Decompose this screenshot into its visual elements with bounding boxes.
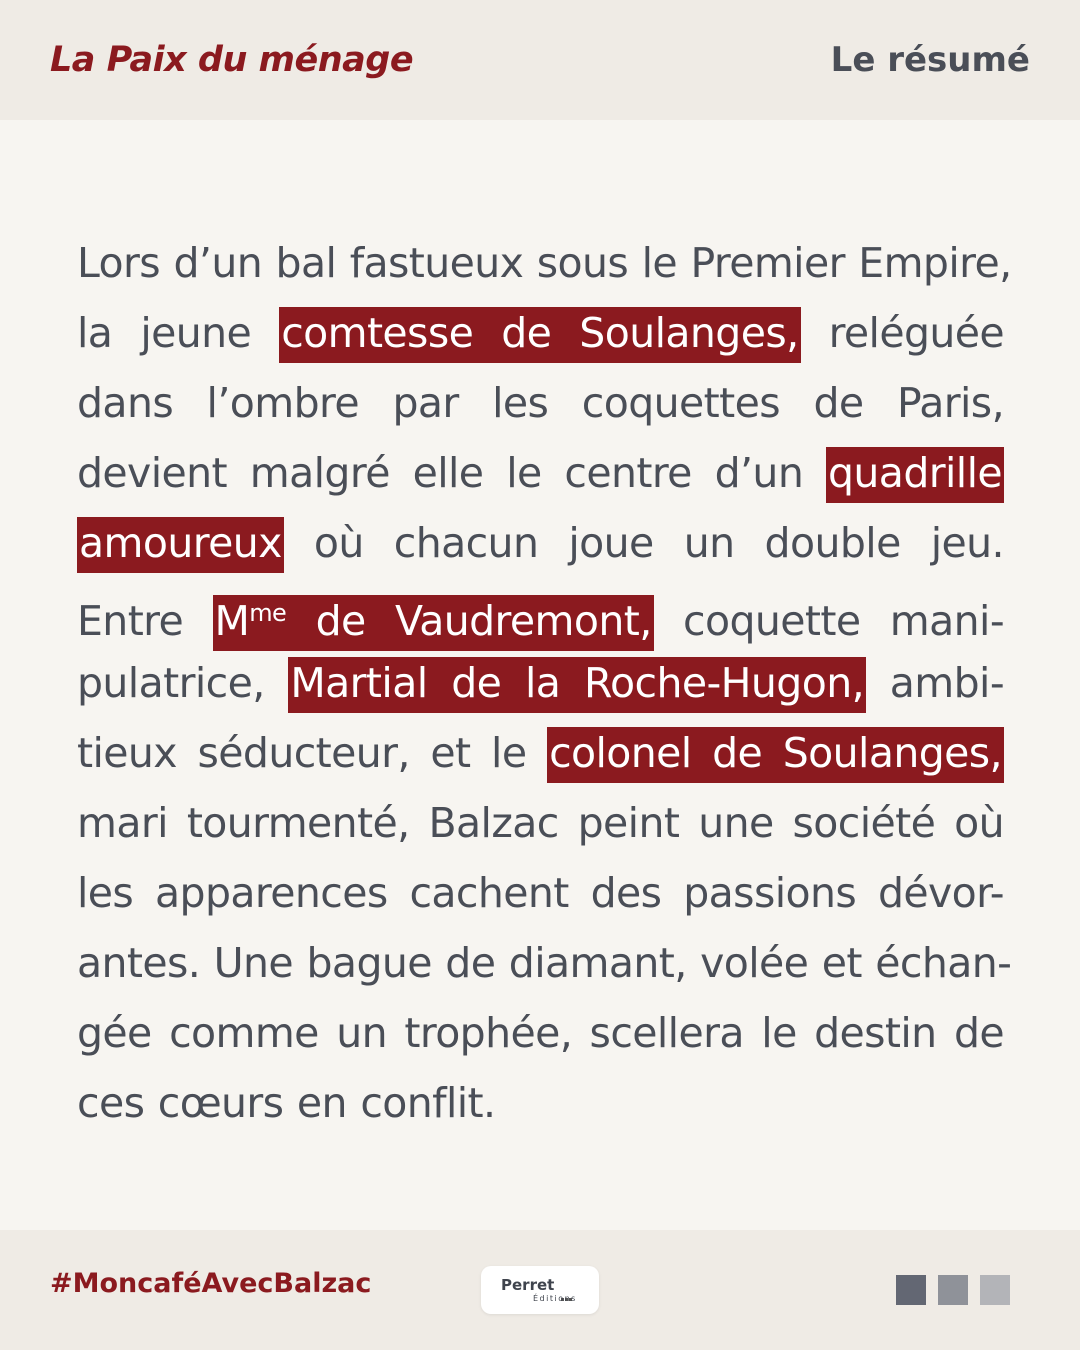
highlight-text: de Vaudremont, [315,597,652,645]
summary-line [77,508,1004,578]
summary-text-segment: gée comme un trophée, scellera le destin de [77,1009,1004,1057]
summary-line [77,368,1004,438]
highlight-text: M [214,597,250,645]
summary-text-segment: devient malgré elle le centre d’un [77,449,804,497]
summary-text-segment: mari tourmenté, Balzac peint une société où [77,799,1004,847]
summary-line [77,998,1004,1068]
publisher-logo [481,1266,599,1314]
page-dot-icon [896,1275,926,1305]
summary-text-segment: Lors d’un bal fastueux sous le Premier Empire, [77,239,1012,287]
summary-line [77,648,1004,718]
page-indicator [896,1275,1022,1305]
highlight-theme: amoureux [77,517,284,573]
summary-text-segment: la jeune [77,309,252,357]
summary-line [77,1068,1004,1138]
summary-line [77,578,1004,648]
summary-text-segment: ces cœurs en conflit. [77,1079,496,1127]
highlight-character: Martial de la Roche-Hugon, [288,657,866,713]
summary-text-segment: dans l’ombre par les coquettes de Paris, [77,379,1004,427]
summary-text-segment: les apparences cachent des passions dévor- [77,869,1004,917]
summary-text-segment: tieux séducteur, et le [77,729,527,777]
book-title: La Paix du ménage [50,40,414,80]
summary-text-segment: où chacun joue un double jeu. [313,519,1004,567]
section-label: Le résumé [830,40,1030,80]
summary-line [77,858,1004,928]
logo-name: Perret [501,1276,555,1294]
highlight-superscript: me [249,599,287,627]
summary-text [77,228,1012,1138]
summary-line [77,438,1004,508]
summary-text-segment: reléguée [828,309,1005,357]
page-dot-icon [980,1275,1010,1305]
header-band [0,0,1080,120]
summary-text-segment: coquette mani- [683,597,1005,645]
hashtag: #MoncaféAvecBalzac [50,1268,372,1299]
summary-text-segment: antes. Une bague de diamant, volée et échan- [77,939,1012,987]
logo-subtitle: Éditions [533,1294,577,1303]
highlight-theme: quadrille [826,447,1004,503]
page-dot-icon [938,1275,968,1305]
summary-text-segment: ambi- [889,659,1005,707]
summary-line [77,788,1004,858]
highlight-character: comtesse de Soulanges, [279,307,800,363]
summary-line [77,228,1012,298]
summary-line [77,298,1004,368]
summary-line [77,718,1004,788]
footer-band [0,1230,1080,1350]
summary-text-segment: Entre [77,597,184,645]
summary-text-segment: pulatrice, [77,659,265,707]
highlight-character: colonel de Soulanges, [547,727,1004,783]
summary-line [77,928,1012,998]
highlight-character [213,595,654,651]
